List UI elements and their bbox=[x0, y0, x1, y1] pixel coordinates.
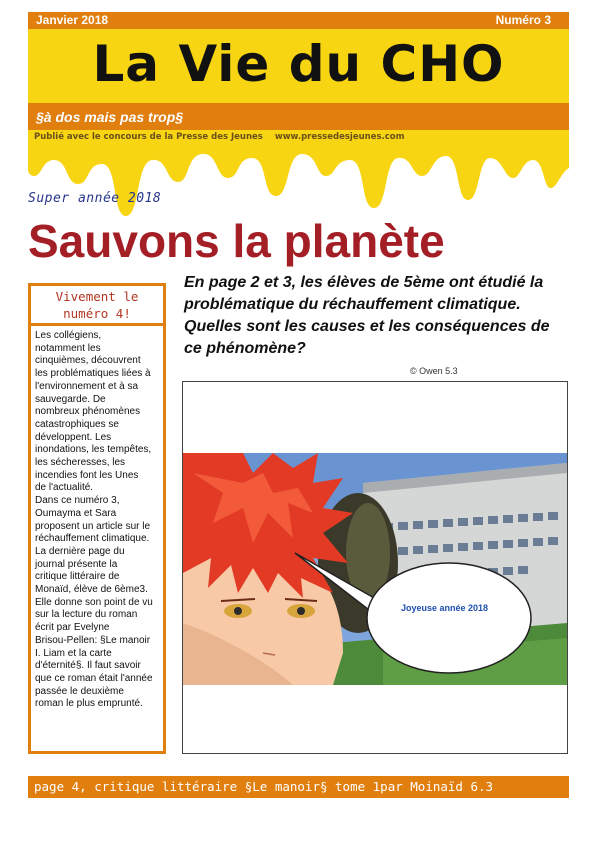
sidebar-text: Les collégiens, notamment les cinquièmes, découvrent les problématiques liées à l'environnement et à sa sauvegarde. De nombreux phénomènes catastrophiques se développent. Les inondations, les tempêtes, les sécheresses, les incendies font les Unes de l'actualité. Dans ce numéro 3, Oumayma et Sara proposent un article sur le réchauffement climatique. La dernière page du journal présente la critique littéraire de Monaïd, élève de 6ème3. Elle donne son point de vu sur la lecture du roman écrit par Evelyne Brisou-Pellen: §Le manoir I. Liam et la carte d'éternité§. Il faut savoir que ce roman était l'année passée le deuxième roman le plus emprunté. bbox=[35, 330, 153, 710]
publisher-text: Publié avec le concours de la Presse des Jeunes bbox=[34, 132, 263, 142]
header-bar bbox=[28, 12, 569, 29]
photo-credit: © Owen 5.3 bbox=[410, 366, 458, 376]
kicker: Super année 2018 bbox=[28, 191, 162, 206]
issue-date: Janvier 2018 bbox=[36, 13, 109, 27]
sidebar-heading bbox=[31, 286, 163, 326]
issue-number: Numéro 3 bbox=[495, 13, 551, 27]
sidebar-heading-line2: numéro 4! bbox=[63, 306, 131, 321]
photo-frame bbox=[182, 381, 568, 754]
honey-drip-decoration bbox=[28, 130, 569, 220]
masthead bbox=[28, 29, 569, 103]
publisher-line bbox=[34, 132, 405, 142]
bubble-text: Joyeuse année 2018 bbox=[401, 603, 489, 613]
intro-text: En page 2 et 3, les élèves de 5ème ont étudié la problématique du réchauffement climatique. Quelles sont les causes et les conséquences de ce phénomène? bbox=[184, 274, 550, 357]
sidebar-heading-line1: Vivement le bbox=[55, 289, 139, 304]
publisher-url[interactable]: www.pressedesjeunes.com bbox=[274, 132, 405, 142]
headline: Sauvons la planète bbox=[28, 215, 445, 267]
sidebar-box bbox=[28, 283, 166, 754]
newspaper-title: La Vie du CHO bbox=[92, 35, 505, 93]
slogan: §à dos mais pas trop§ bbox=[36, 109, 184, 125]
illustration-image bbox=[183, 453, 567, 685]
footer-text: page 4, critique littéraire §Le manoir§ tome 1par Moinaïd 6.3 bbox=[34, 779, 494, 794]
slogan-bar bbox=[28, 103, 569, 130]
footer-bar bbox=[28, 776, 569, 798]
